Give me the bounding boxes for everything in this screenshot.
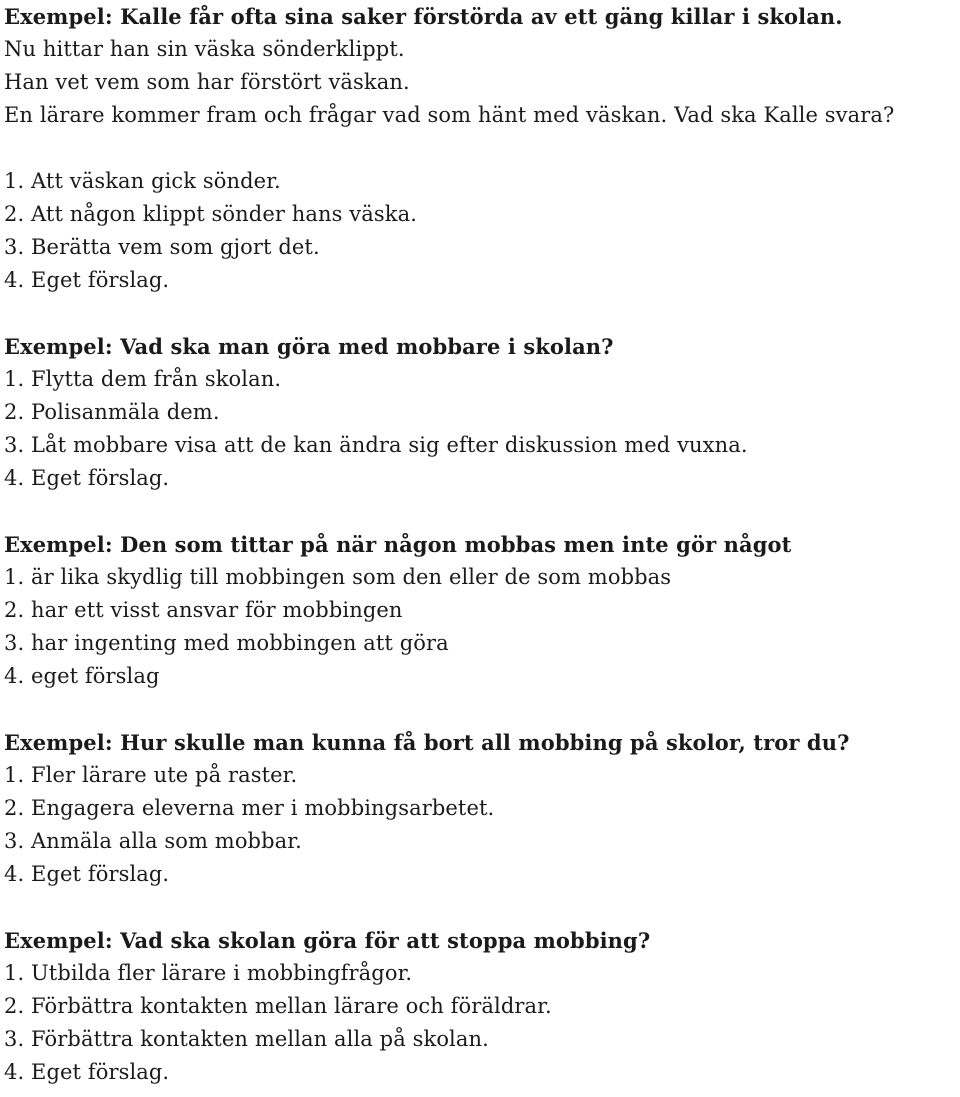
example-block [4,726,954,891]
document-page [4,0,954,1089]
option-item: 1. är lika skydlig till mobbingen som den eller de som mobbas [4,565,672,589]
option-item: 2. Förbättra kontakten mellan lärare och föräldrar. [4,994,552,1018]
option-item: 4. eget förslag [4,664,160,688]
option-item: 1. Fler lärare ute på raster. [4,763,298,787]
example-heading: Exempel: Vad ska man göra med mobbare i skolan? [4,334,614,359]
scenario-line: En lärare kommer fram och frågar vad som hänt med väskan. Vad ska Kalle svara? [4,103,895,127]
scenario-line: Han vet vem som har förstört väskan. [4,70,410,94]
example-block [4,330,954,495]
option-list [4,165,954,297]
example-heading: Exempel: Hur skulle man kunna få bort all mobbing på skolor, tror du? [4,730,850,755]
example-heading: Exempel: Vad ska skolan göra för att stoppa mobbing? [4,928,651,953]
option-item: 4. Eget förslag. [4,1060,170,1084]
option-item: 3. Berätta vem som gjort det. [4,235,320,259]
option-item: 2. Att någon klippt sönder hans väska. [4,202,417,226]
option-item: 3. Låt mobbare visa att de kan ändra sig efter diskussion med vuxna. [4,433,748,457]
option-item: 2. Engagera eleverna mer i mobbingsarbetet. [4,796,495,820]
option-item: 4. Eget förslag. [4,268,170,292]
option-item: 3. Förbättra kontakten mellan alla på skolan. [4,1027,489,1051]
example-heading: Exempel: Kalle får ofta sina saker förstörda av ett gäng killar i skolan. [4,4,843,29]
option-item: 3. Anmäla alla som mobbar. [4,829,302,853]
option-item: 4. Eget förslag. [4,862,170,886]
scenario-line: Nu hittar han sin väska sönderklippt. [4,37,405,61]
option-item: 3. har ingenting med mobbingen att göra [4,631,449,655]
option-item: 1. Flytta dem från skolan. [4,367,282,391]
option-item: 1. Att väskan gick sönder. [4,169,281,193]
option-item: 2. Polisanmäla dem. [4,400,220,424]
option-item: 2. har ett visst ansvar för mobbingen [4,598,403,622]
example-heading: Exempel: Den som tittar på när någon mobbas men inte gör något [4,532,792,557]
option-item: 1. Utbilda fler lärare i mobbingfrågor. [4,961,413,985]
option-item: 4. Eget förslag. [4,466,170,490]
example-block [4,0,954,132]
example-block [4,528,954,693]
example-block [4,924,954,1089]
